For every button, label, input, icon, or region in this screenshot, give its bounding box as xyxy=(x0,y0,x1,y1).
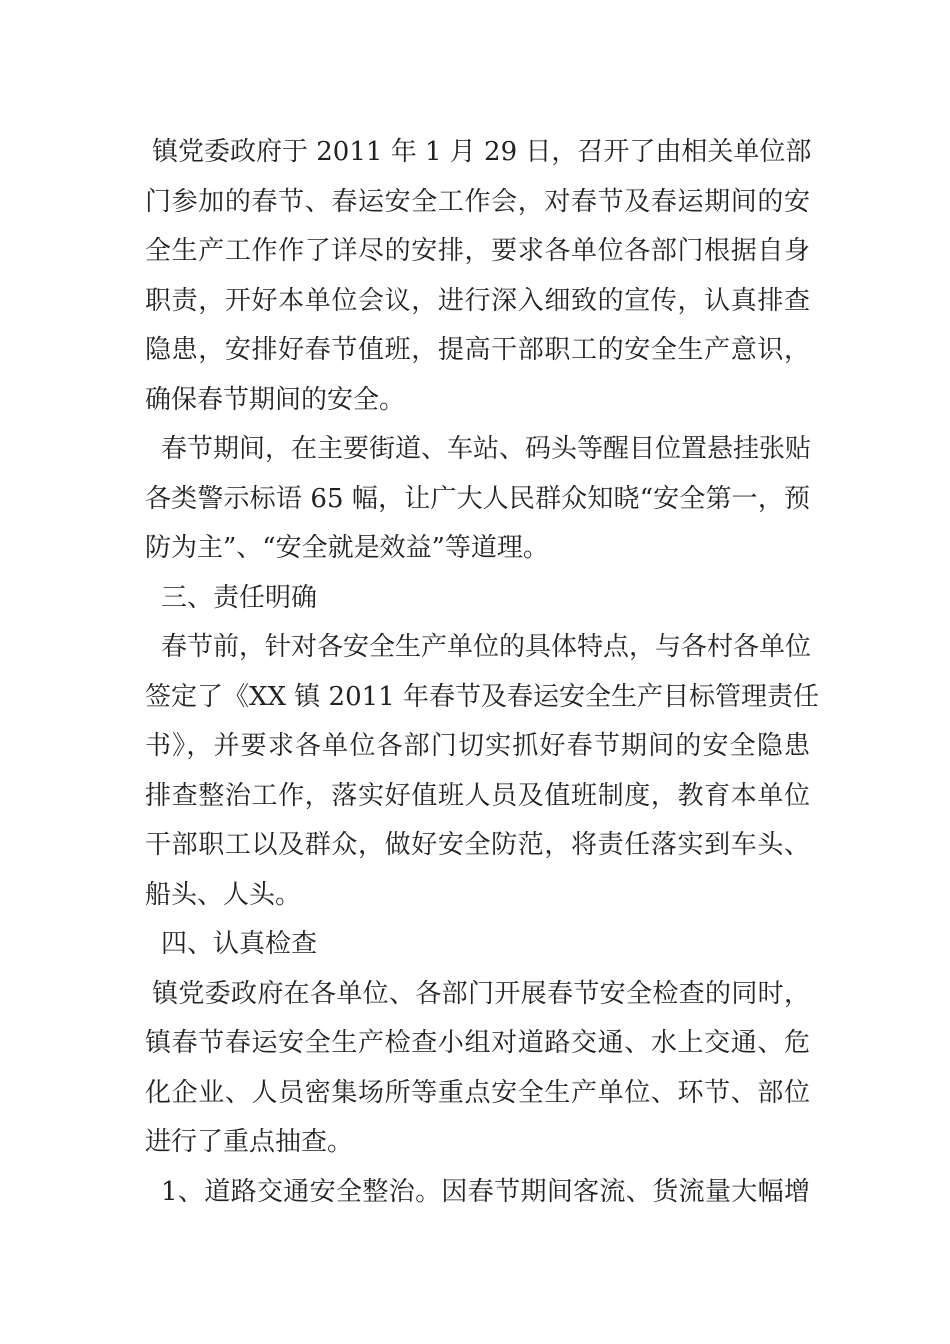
text-line: 镇党委政府在各单位、各部门开展春节安全检查的同时， xyxy=(152,978,810,1009)
section-heading: 四、认真检查 xyxy=(161,929,318,959)
text-line: 船头、人头。 xyxy=(145,879,302,910)
text-line: 全生产工作作了详尽的安排，要求各单位各部门根据自身 xyxy=(145,236,810,266)
text-line: 化企业、人员密集场所等重点安全生产单位、环节、部位 xyxy=(145,1077,810,1108)
paragraph-slogans xyxy=(145,425,810,574)
text-line: 1、道路交通安全整治。因春节期间客流、货流量大幅增 xyxy=(161,1176,810,1207)
text-line: 确保春节期间的安全。 xyxy=(145,384,406,415)
section-heading-responsibility xyxy=(145,574,810,624)
text-line: 职责，开好本单位会议，进行深入细致的宣传，认真排查 xyxy=(145,285,810,316)
text-line: 进行了重点抽查。 xyxy=(145,1127,354,1157)
section-heading: 三、责任明确 xyxy=(161,582,318,613)
paragraph-meeting xyxy=(145,128,810,425)
paragraph-responsibility xyxy=(145,623,819,920)
text-line: 各类警示标语 65 幅，让广大人民群众知晓“安全第一，预 xyxy=(145,483,810,514)
text-line: 干部职工以及群众，做好安全防范，将责任落实到车头、 xyxy=(145,830,810,860)
text-line: 书》，并要求各单位各部门切实抓好春节期间的安全隐患 xyxy=(145,731,810,761)
text-line: 镇党委政府于 2011 年 1 月 29 日，召开了由相关单位部 xyxy=(152,137,812,167)
paragraph-inspection xyxy=(145,970,810,1168)
text-line: 防为主”、“安全就是效益”等道理。 xyxy=(145,533,549,563)
text-line: 排查整治工作，落实好值班人员及值班制度，教育本单位 xyxy=(145,780,810,811)
text-line: 春节期间，在主要街道、车站、码头等醒目位置悬挂张贴 xyxy=(161,434,812,464)
text-line: 隐患，安排好春节值班，提高干部职工的安全生产意识， xyxy=(145,335,810,365)
text-line: 春节前，针对各安全生产单位的具体特点，与各村各单位 xyxy=(161,632,812,662)
document-body xyxy=(145,128,819,1217)
text-line: 签定了《XX 镇 2011 年春节及春运安全生产目标管理责任 xyxy=(145,681,819,712)
section-heading-inspection xyxy=(145,920,810,970)
text-line: 镇春节春运安全生产检查小组对道路交通、水上交通、危 xyxy=(145,1028,810,1058)
text-line: 门参加的春节、春运安全工作会，对春节及春运期间的安 xyxy=(145,186,810,217)
paragraph-traffic xyxy=(145,1168,810,1218)
